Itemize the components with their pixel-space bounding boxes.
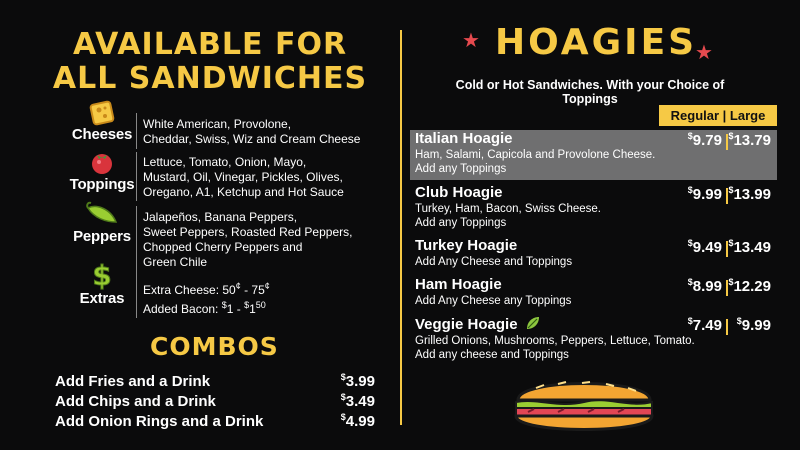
menu-item-turkey-hoagie[interactable]: Turkey Hoagie Add Any Cheese and Toppings $9.49 $13.49 <box>415 237 771 268</box>
hoagie-sandwich-icon <box>508 370 660 440</box>
divider <box>136 268 137 318</box>
peppers-description: Jalapeños, Banana Peppers, Sweet Peppers, Roasted Red Peppers, Chopped Cherry Peppers and Green Chile <box>143 210 353 269</box>
toppings-label: Toppings <box>69 176 135 193</box>
cheese-icon <box>89 100 115 126</box>
large-price: $13.79 <box>728 131 771 149</box>
combo-row: Add Fries and a Drink $3.99 <box>55 372 375 390</box>
large-price: $12.29 <box>728 277 771 295</box>
divider <box>136 113 137 149</box>
regular-price: $8.99 <box>687 277 722 295</box>
menu-item-italian-hoagie[interactable]: Italian Hoagie Ham, Salami, Capicola and Provolone Cheese. Add any Toppings $9.79 $13.79 <box>410 130 777 180</box>
title-line-2: ALL SANDWICHES <box>52 61 368 96</box>
combo-row: Add Chips and a Drink $3.49 <box>55 392 375 410</box>
extras-description <box>143 283 270 317</box>
regular-price: $9.49 <box>687 238 722 256</box>
large-price: $13.49 <box>728 238 771 256</box>
peppers-label: Peppers <box>73 228 131 245</box>
sandwich-options-title <box>40 28 380 96</box>
toppings-section <box>62 148 142 193</box>
tomato-icon <box>88 148 116 176</box>
divider <box>136 206 137 268</box>
combo-row: Add Onion Rings and a Drink $4.99 <box>55 412 375 430</box>
svg-text:$: $ <box>92 260 112 290</box>
hoagies-title: HOAGIES <box>495 22 698 63</box>
regular-price: $9.79 <box>687 131 722 149</box>
pepper-icon <box>84 200 120 228</box>
extras-label: Extras <box>79 290 125 307</box>
added-bacon-line: Added Bacon: $^{\$}1 - ^{\$}1^{50}$ <box>143 300 266 316</box>
extra-cheese-line: Extra Cheese: 50¢ - 75¢ <box>143 281 270 297</box>
leaf-icon <box>525 315 541 331</box>
large-price: $13.99 <box>728 185 771 203</box>
star-icon: ★ <box>695 42 713 64</box>
size-badge: Regular | Large <box>659 105 777 126</box>
menu-item-ham-hoagie[interactable]: Ham Hoagie Add Any Cheese any Toppings $8.99 $12.29 <box>415 276 771 307</box>
peppers-section <box>62 200 142 245</box>
menu-item-club-hoagie[interactable]: Club Hoagie Turkey, Ham, Bacon, Swiss Cheese. Add any Toppings $9.99 $13.99 <box>415 184 771 229</box>
cheeses-label: Cheeses <box>71 126 133 143</box>
cheeses-description: White American, Provolone, Cheddar, Swiss, Wiz and Cream Cheese <box>143 117 361 146</box>
dollar-icon <box>91 260 113 290</box>
divider <box>136 152 137 201</box>
regular-price: $9.99 <box>687 185 722 203</box>
large-price: $9.99 <box>736 316 771 334</box>
toppings-description: Lettuce, Tomato, Onion, Mayo, Mustard, Oil, Vinegar, Pickles, Olives, Oregano, A1, Ketchup and Hot Sauce <box>143 155 344 199</box>
price-separator <box>726 319 728 335</box>
hoagies-subtitle: Cold or Hot Sandwiches. With your Choice of Toppings <box>455 78 725 106</box>
cheeses-section <box>62 100 142 143</box>
title-line-1: AVAILABLE FOR <box>72 27 348 62</box>
star-icon: ★ <box>462 30 480 52</box>
combos-title: COMBOS <box>150 332 279 361</box>
menu-item-veggie-hoagie[interactable]: Veggie Hoagie Grilled Onions, Mushrooms, Peppers, Lettuce, Tomato. Add any cheese and Toppings $7.49 $9.99 <box>415 316 771 361</box>
regular-price: $7.49 <box>687 316 722 334</box>
center-divider <box>400 30 402 425</box>
extras-section <box>62 260 142 307</box>
